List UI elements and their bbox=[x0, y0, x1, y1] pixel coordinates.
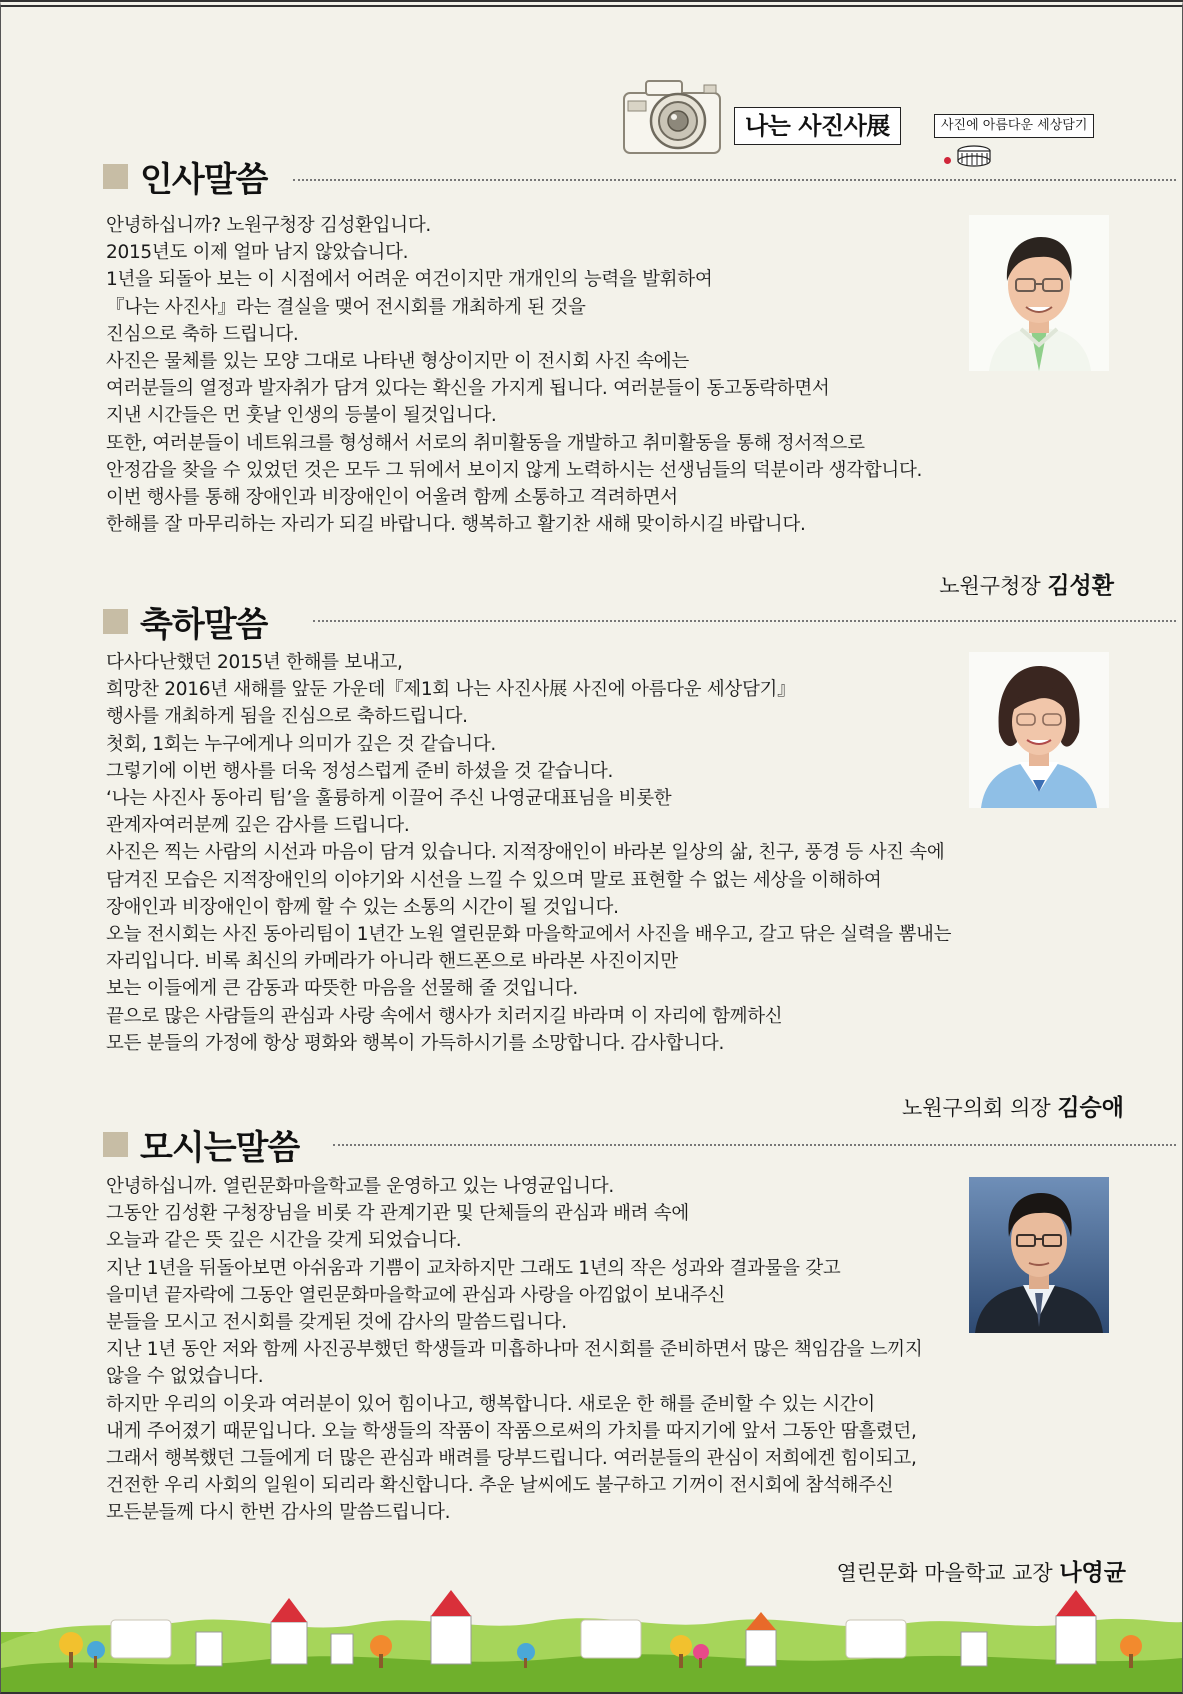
signer-role: 노원구청장 bbox=[939, 574, 1041, 598]
section-title: 축하말씀 bbox=[140, 605, 268, 645]
signer-name: 나영균 bbox=[1059, 1560, 1126, 1586]
signer-name: 김성환 bbox=[1047, 573, 1114, 599]
exhibition-logo bbox=[616, 67, 1116, 177]
dotted-divider bbox=[313, 620, 1176, 622]
camera-icon bbox=[616, 71, 726, 161]
dotted-divider bbox=[293, 179, 1176, 181]
congratulation-body-text: 다사다난했던 2015년 한해를 보내고, 희망찬 2016년 새해를 앞둔 가운데『제1회 나는 사진사展 사진에 아름다운 세상담기』 행사를 개최하게 됨을 진심으로 축하드립니다. 첫회, 1회는 누구에게나 의미가 깊은 것 같습니다. 그렇기에 이번 행사를 더욱 정성스럽게 준비 하셨을 것 같습니다. ‘나는 사진사 동아리 팀’을 훌륭하게 이끌어 주신 나영균대표님을 비롯한 관계자여러분께 깊은 감사를 드립니다. 사진은 찍는 사람의 시선과 마음이 담겨 있습니다. 지적장애인이 바라본 일상의 삶, 친구, 풍경 등 사진 속에 담겨진 모습은 지적장애인의 이야기와 시선을 느낄 수 있으며 말로 표현할 수 없는 세상을 이해하여 장애인과 비장애인이 함께 할 수 있는 소통의 시간이 될 것입니다. 오늘 전시회는 사진 동아리팀이 1년간 노원 열린문화 마을학교에서 사진을 배우고, 갈고 닦은 실력을 뽐내는 자리입니다. 비록 최신의 카메라가 아니라 핸드폰으로 바라본 사진이지만 보는 이들에게 큰 감동과 따뜻한 마음을 선물해 줄 것입니다. 끝으로 많은 사람들의 관심과 사랑 속에서 행사가 치러지길 바라며 이 자리에 함께하신 모든 분들의 가정에 항상 평화와 행복이 가득하시기를 소망합니다. 감사합니다. bbox=[106, 652, 952, 1054]
signer-role: 열린문화 마을학교 교장 bbox=[836, 1561, 1053, 1585]
heading-square-marker bbox=[103, 609, 128, 634]
village-illustration bbox=[1, 1572, 1182, 1692]
greeting-body-text: 안녕하십니까? 노원구청장 김성환입니다. 2015년도 이제 얼마 남지 않았습니다. 1년을 되돌아 보는 이 시점에서 어려운 여건이지만 개개인의 능력을 발휘하여 『나는 사진사』라는 결실을 맺어 전시회를 개최하게 된 것을 진심으로 축하 드립니다. 사진은 물체를 있는 모양 그대로 나타낸 형상이지만 이 전시회 사진 속에는 여러분들의 열정과 발자취가 담겨 있다는 확신을 가지게 됩니다. 여러분들이 동고동락하면서 지낸 시간들은 먼 훗날 인생의 등불이 될것입니다. 또한, 여러분들이 네트워크를 형성해서 서로의 취미활동을 개발하고 취미활동을 통해 정서적으로 안정감을 찾을 수 있었던 것은 모두 그 뒤에서 보이지 않게 노력하시는 선생님들의 덕분이라 생각합니다. 이번 행사를 통해 장애인과 비장애인이 어울려 함께 소통하고 격려하면서 한해를 잘 마무리하는 자리가 되길 바랍니다. 행복하고 활기찬 새해 맞이하시길 바랍니다. bbox=[106, 215, 923, 536]
film-reel-icon bbox=[956, 145, 992, 167]
signer-name: 김승애 bbox=[1057, 1095, 1124, 1121]
heading-square-marker bbox=[103, 164, 128, 189]
logo-title: 나는 사진사展 bbox=[734, 107, 901, 145]
section-title: 인사말씀 bbox=[140, 160, 268, 200]
signer-role: 노원구의회 의장 bbox=[901, 1096, 1051, 1120]
section-heading-congratulation bbox=[103, 597, 267, 646]
heading-square-marker bbox=[103, 1132, 128, 1157]
section-heading-greeting bbox=[103, 152, 267, 201]
logo-dot bbox=[944, 157, 951, 164]
section-heading-invitation bbox=[103, 1120, 299, 1169]
invitation-body-text: 안녕하십니까. 열린문화마을학교를 운영하고 있는 나영균입니다. 그동안 김성환 구청장님을 비롯 각 관계기관 및 단체들의 관심과 배려 속에 오늘과 같은 뜻 깊은 시간을 갖게 되었습니다. 지난 1년을 뒤돌아보면 아쉬움과 기쁨이 교차하지만 그래도 1년의 작은 성과와 결과물을 갖고 을미년 끝자락에 그동안 열린문화마을학교에 관심과 사랑을 아낌없이 보내주신 분들을 모시고 전시회를 갖게된 것에 감사의 말씀드립니다. 지난 1년 동안 저와 함께 사진공부했던 학생들과 미흡하나마 전시회를 준비하면서 많은 책임감을 느끼지 않을 수 없었습니다. 하지만 우리의 이웃과 여러분이 있어 힘이나고, 행복합니다. 새로운 한 해를 준비할 수 있는 시간이 내게 주어졌기 때문입니다. 오늘 학생들의 작품이 작품으로써의 가치를 따지기에 앞서 그동안 땀흘렸던, 그래서 행복했던 그들에게 더 많은 관심과 배려를 당부드립니다. 여러분들의 관심이 저희에겐 힘이되고, 건전한 우리 사회의 일원이 되리라 확신합니다. 추운 날씨에도 불구하고 기꺼이 전시회에 참석해주신 모든분들께 다시 한번 감사의 말씀드립니다. bbox=[106, 1176, 923, 1524]
logo-subtitle: 사진에 아름다운 세상담기 bbox=[934, 114, 1094, 138]
signature-council-chair bbox=[902, 1089, 1124, 1122]
section-title: 모시는말씀 bbox=[140, 1128, 300, 1168]
signature-mayor bbox=[939, 567, 1114, 600]
dotted-divider bbox=[333, 1144, 1176, 1146]
